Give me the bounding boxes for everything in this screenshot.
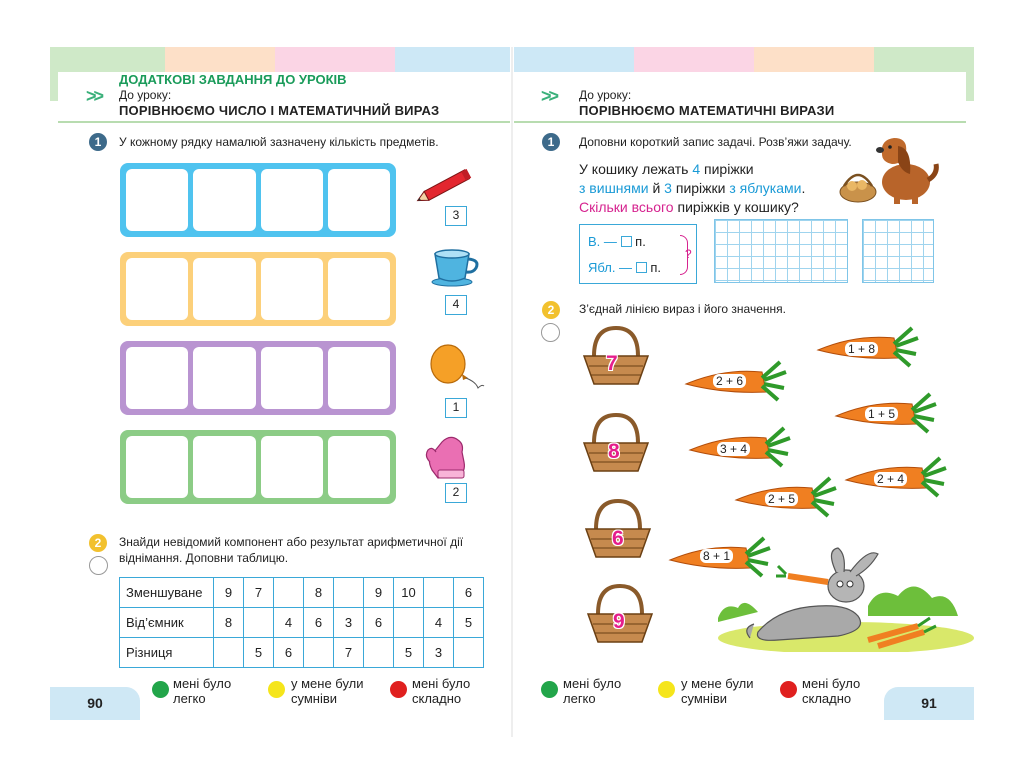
- drawing-frame-row-2[interactable]: [120, 252, 396, 326]
- drawing-cell[interactable]: [261, 258, 323, 320]
- red-dot-icon[interactable]: [390, 681, 407, 698]
- header-divider-left: [58, 121, 510, 123]
- self-assessment-doubt-line-1: у мене були: [681, 676, 754, 691]
- self-assessment-easy-line-1: мені було: [563, 676, 622, 691]
- yellow-dot-icon[interactable]: [268, 681, 285, 698]
- green-dot-icon[interactable]: [152, 681, 169, 698]
- check-circle[interactable]: [89, 556, 108, 575]
- drawing-frame-row-3[interactable]: [120, 341, 396, 415]
- problem-text: .: [801, 180, 806, 196]
- drawing-cell[interactable]: [193, 347, 255, 409]
- self-assessment-easy-line-2: легко: [173, 691, 206, 706]
- drawing-frame-row-4[interactable]: [120, 430, 396, 504]
- record-line-1: [588, 234, 646, 249]
- rabbit-scene-icon: [718, 546, 974, 652]
- table-cell[interactable]: 7: [244, 578, 274, 608]
- table-cell[interactable]: [454, 638, 484, 668]
- drawing-cell[interactable]: [328, 347, 390, 409]
- problem-highlight: з яблуками: [729, 180, 802, 196]
- chevrons-icon: >>: [541, 86, 557, 106]
- drawing-cell[interactable]: [328, 169, 390, 231]
- carrot-expression: 2 + 6: [713, 374, 746, 388]
- problem-highlight: з вишнями: [579, 180, 649, 196]
- basket-value: 9: [613, 610, 625, 633]
- problem-text: пиріжків у кошику?: [677, 199, 799, 215]
- green-dot-icon[interactable]: [541, 681, 558, 698]
- table-cell[interactable]: 8: [214, 608, 244, 638]
- problem-text: У кошику лежать: [579, 161, 689, 177]
- problem-number: 3: [664, 180, 672, 196]
- task-number-badge: 2: [542, 301, 560, 319]
- self-assessment-hard-line-2: складно: [412, 691, 462, 706]
- drawing-cell[interactable]: [328, 258, 390, 320]
- table-cell[interactable]: 8: [304, 578, 334, 608]
- problem-text: й: [652, 180, 661, 196]
- chevrons-icon: >>: [86, 86, 102, 106]
- table-cell[interactable]: 7: [334, 638, 364, 668]
- subtraction-table: [119, 577, 484, 668]
- pencil-icon: [412, 168, 478, 204]
- carrot-expression: 1 + 8: [845, 342, 878, 356]
- self-assessment-easy-line-2: легко: [563, 691, 596, 706]
- table-cell[interactable]: 5: [394, 638, 424, 668]
- table-cell[interactable]: [424, 578, 454, 608]
- table-cell[interactable]: 9: [364, 578, 394, 608]
- record-line-2: [588, 260, 661, 275]
- self-assessment-hard-line-2: складно: [802, 691, 852, 706]
- count-box: 4: [445, 295, 467, 315]
- drawing-cell[interactable]: [126, 258, 188, 320]
- table-cell[interactable]: [364, 638, 394, 668]
- cup-icon: [430, 246, 482, 288]
- drawing-cell[interactable]: [261, 436, 323, 498]
- record-unit: п.: [650, 260, 661, 275]
- drawing-frame-row-1[interactable]: [120, 163, 396, 237]
- record-label: В. —: [588, 234, 617, 249]
- solution-grid[interactable]: [714, 219, 848, 283]
- header-divider-right: [514, 121, 966, 123]
- page-gutter: [511, 47, 513, 737]
- table-cell[interactable]: [304, 638, 334, 668]
- problem-text: пиріжки: [675, 180, 726, 196]
- table-cell[interactable]: 4: [274, 608, 304, 638]
- task-2-text-line-2: віднімання. Доповни таблицю.: [119, 551, 289, 565]
- task-number-badge: 1: [89, 133, 107, 151]
- answer-box[interactable]: [636, 262, 647, 273]
- row-label: Від’ємник: [120, 608, 214, 638]
- lesson-label: До уроку:: [119, 88, 172, 102]
- drawing-cell[interactable]: [126, 169, 188, 231]
- section-title: ДОДАТКОВІ ЗАВДАННЯ ДО УРОКІВ: [119, 72, 347, 87]
- red-dot-icon[interactable]: [780, 681, 797, 698]
- table-cell[interactable]: [244, 608, 274, 638]
- carrot-expression: 8 + 1: [700, 549, 733, 563]
- drawing-cell[interactable]: [193, 169, 255, 231]
- count-box: 3: [445, 206, 467, 226]
- answer-box[interactable]: [621, 236, 632, 247]
- task-1-text: У кожному рядку намалюй зазначену кількість предметів.: [119, 135, 439, 149]
- self-assessment-doubt-line-1: у мене були: [291, 676, 364, 691]
- self-assessment-easy-line-1: мені було: [173, 676, 232, 691]
- drawing-cell[interactable]: [126, 347, 188, 409]
- table-cell[interactable]: 6: [364, 608, 394, 638]
- table-cell[interactable]: 6: [454, 578, 484, 608]
- table-cell[interactable]: 6: [274, 638, 304, 668]
- self-assessment-hard-line-1: мені було: [412, 676, 471, 691]
- problem-text: пиріжки: [704, 161, 754, 177]
- row-label: Різниця: [120, 638, 214, 668]
- self-assessment-doubt-line-2: сумніви: [681, 691, 728, 706]
- word-problem: [579, 160, 819, 217]
- lesson-topic: ПОРІВНЮЄМО МАТЕМАТИЧНІ ВИРАЗИ: [579, 103, 835, 118]
- table-cell[interactable]: [274, 578, 304, 608]
- table-cell[interactable]: 6: [304, 608, 334, 638]
- lesson-label: До уроку:: [579, 88, 632, 102]
- table-cell[interactable]: 5: [244, 638, 274, 668]
- lesson-topic: ПОРІВНЮЄМО ЧИСЛО І МАТЕМАТИЧНИЙ ВИРАЗ: [119, 103, 440, 118]
- table-cell[interactable]: 3: [424, 638, 454, 668]
- table-cell[interactable]: [334, 578, 364, 608]
- carrot-expression: 2 + 4: [874, 472, 907, 486]
- table-cell[interactable]: 5: [454, 608, 484, 638]
- problem-number: 4: [692, 161, 701, 177]
- carrot-expression: 3 + 4: [717, 442, 750, 456]
- question-mark: ?: [685, 247, 692, 261]
- table-cell[interactable]: 9: [214, 578, 244, 608]
- drawing-cell[interactable]: [261, 169, 323, 231]
- balloon-icon: [428, 344, 488, 392]
- task-2-text-line-1: Знайди невідомий компонент або результат арифметичної дії: [119, 535, 464, 549]
- page-number: 91: [884, 687, 974, 720]
- mitten-icon: [424, 432, 474, 480]
- basket-value: 8: [608, 440, 620, 463]
- drawing-cell[interactable]: [261, 347, 323, 409]
- drawing-cell[interactable]: [126, 436, 188, 498]
- task-1-text: Доповни короткий запис задачі. Розв’яжи задачу.: [579, 135, 852, 149]
- basket-value: 6: [612, 527, 624, 550]
- drawing-cell[interactable]: [193, 258, 255, 320]
- table-cell[interactable]: 4: [424, 608, 454, 638]
- task-number-badge: 2: [89, 534, 107, 552]
- check-circle[interactable]: [541, 323, 560, 342]
- table-row: [120, 638, 484, 668]
- table-cell[interactable]: [394, 608, 424, 638]
- dog-with-basket-icon: [836, 134, 940, 206]
- count-box: 1: [445, 398, 467, 418]
- page-number: 90: [50, 687, 140, 720]
- count-box: 2: [445, 483, 467, 503]
- carrot-expression: 2 + 5: [765, 492, 798, 506]
- short-record-box[interactable]: [579, 224, 697, 284]
- basket-value: 7: [606, 352, 618, 375]
- table-cell[interactable]: 3: [334, 608, 364, 638]
- drawing-cell[interactable]: [328, 436, 390, 498]
- record-unit: п.: [635, 234, 646, 249]
- task-number-badge: 1: [542, 133, 560, 151]
- problem-question: Скільки всього: [579, 199, 674, 215]
- row-label: Зменшуване: [120, 578, 214, 608]
- yellow-dot-icon[interactable]: [658, 681, 675, 698]
- drawing-cell[interactable]: [193, 436, 255, 498]
- table-cell[interactable]: [214, 638, 244, 668]
- self-assessment-hard-line-1: мені було: [802, 676, 861, 691]
- table-row: [120, 608, 484, 638]
- answer-grid[interactable]: [862, 219, 934, 283]
- self-assessment-doubt-line-2: сумніви: [291, 691, 338, 706]
- record-label: Ябл. —: [588, 260, 633, 275]
- table-cell[interactable]: 10: [394, 578, 424, 608]
- carrot-expression: 1 + 5: [865, 407, 898, 421]
- table-row: [120, 578, 484, 608]
- task-2-text: З’єднай лінією вираз і його значення.: [579, 302, 786, 316]
